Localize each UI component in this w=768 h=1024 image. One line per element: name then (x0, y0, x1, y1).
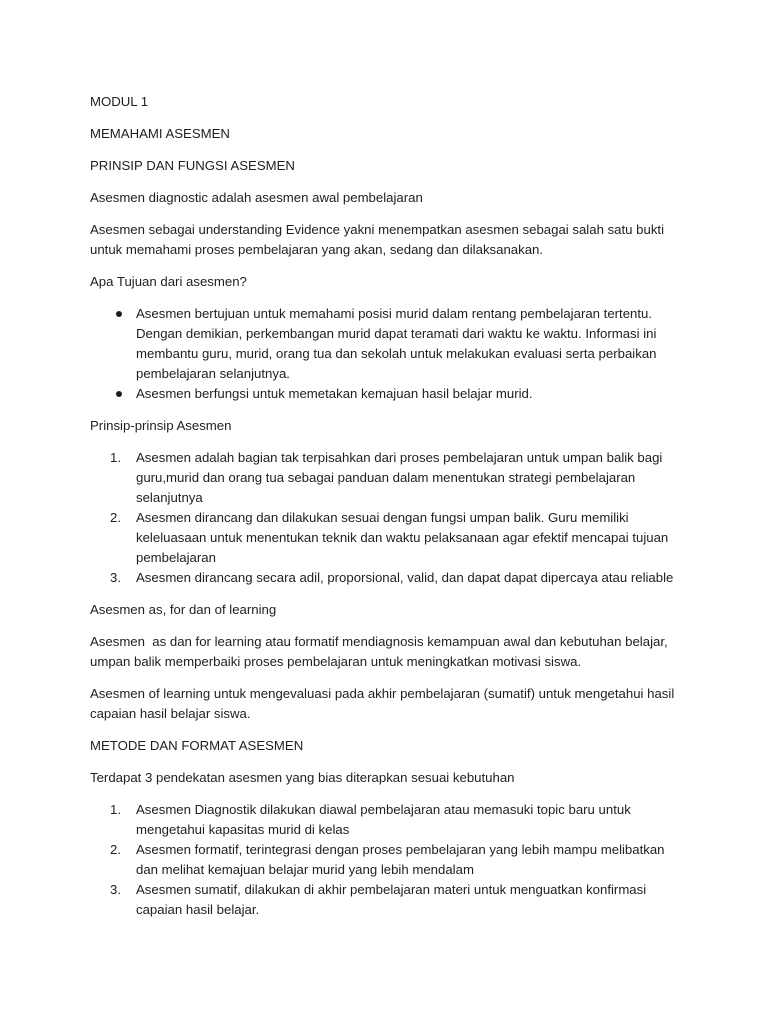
prinsip-numbered-list (90, 448, 690, 588)
list-item-text: Asesmen sumatif, dilakukan di akhir pembelajaran materi untuk menguatkan konfirmasi capaian hasil belajar. (136, 882, 647, 917)
section-heading-as-for-of: Asesmen as, for dan of learning (90, 602, 277, 617)
list-item-text: Asesmen formatif, terintegrasi dengan proses pembelajaran yang lebih mampu melibatkan dan melihat kemajuan belajar murid yang lebih mendalam (136, 842, 665, 877)
list-item-text: Asesmen dirancang dan dilakukan sesuai dengan fungsi umpan balik. Guru memiliki keleluasaan untuk menentukan teknik dan waktu pelaksanaan agar efektif mencapai tujuan pembelajaran (136, 510, 669, 565)
metode-numbered-list (90, 800, 690, 920)
module-heading: MODUL 1 (90, 94, 149, 109)
list-item-text: Asesmen Diagnostik dilakukan diawal pembelajaran atau memasuki topic baru untuk mengetahui kapasitas murid di kelas (136, 802, 631, 837)
bullet-icon (116, 391, 122, 397)
list-number: 2. (110, 842, 121, 857)
list-number: 1. (110, 450, 121, 465)
document-body (90, 92, 690, 932)
list-item (90, 880, 690, 920)
topic-heading: MEMAHAMI ASESMEN (90, 126, 230, 141)
list-item-text: Asesmen bertujuan untuk memahami posisi murid dalam rentang pembelajaran tertentu. Dengan demikian, perkembangan murid dapat teramati dari waktu ke waktu. Informasi ini membantu guru, murid, orang tua dan sekolah untuk melakukan evaluasi serta perbaikan pembelajaran selanjutnya. (136, 306, 657, 381)
list-item (90, 508, 690, 568)
paragraph-evidence: Asesmen sebagai understanding Evidence yakni menempatkan asesmen sebagai salah satu bukti untuk memahami proses pembelajaran yang akan, sedang dan dilaksanakan. (90, 222, 665, 257)
list-number: 3. (110, 570, 121, 585)
list-item (90, 568, 690, 588)
question-tujuan: Apa Tujuan dari asesmen? (90, 274, 247, 289)
list-item (90, 800, 690, 840)
paragraph-of-learning: Asesmen of learning untuk mengevaluasi pada akhir pembelajaran (sumatif) untuk mengetahui hasil capaian hasil belajar siswa. (90, 686, 675, 721)
list-item-text: Asesmen adalah bagian tak terpisahkan dari proses pembelajaran untuk umpan balik bagi guru,murid dan orang tua sebagai panduan dalam menentukan strategi pembelajaran selanjutnya (136, 450, 663, 505)
section-heading-prinsip-fungsi: PRINSIP DAN FUNGSI ASESMEN (90, 158, 295, 173)
tujuan-bullet-list (90, 304, 690, 404)
paragraph-pendekatan: Terdapat 3 pendekatan asesmen yang bias diterapkan sesuai kebutuhan (90, 770, 515, 785)
list-item (90, 384, 690, 404)
list-item (90, 840, 690, 880)
list-number: 2. (110, 510, 121, 525)
paragraph-diagnostic: Asesmen diagnostic adalah asesmen awal pembelajaran (90, 190, 423, 205)
list-item-text: Asesmen berfungsi untuk memetakan kemajuan hasil belajar murid. (136, 386, 533, 401)
list-item (90, 304, 690, 384)
section-heading-metode: METODE DAN FORMAT ASESMEN (90, 738, 304, 753)
list-number: 1. (110, 802, 121, 817)
list-item-text: Asesmen dirancang secara adil, proporsional, valid, dan dapat dapat dipercaya atau reliable (136, 570, 674, 585)
list-item (90, 448, 690, 508)
bullet-icon (116, 311, 122, 317)
paragraph-as-for: Asesmen as dan for learning atau formatif mendiagnosis kemampuan awal dan kebutuhan belajar, umpan balik memperbaiki proses pembelajaran untuk meningkatkan motivasi siswa. (90, 634, 672, 669)
list-number: 3. (110, 882, 121, 897)
section-heading-prinsip: Prinsip-prinsip Asesmen (90, 418, 232, 433)
